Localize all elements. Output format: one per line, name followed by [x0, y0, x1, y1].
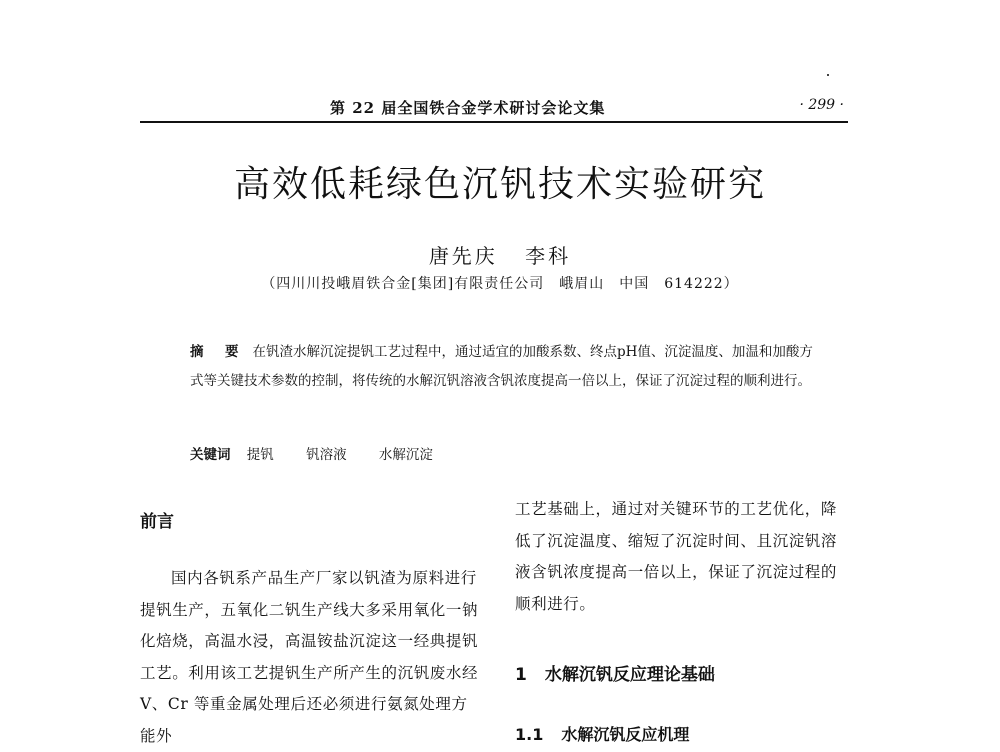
- header-rule: [140, 121, 848, 123]
- page-number: · 299 ·: [799, 97, 844, 113]
- keyword-item: 钒溶液: [306, 447, 347, 463]
- abstract: [190, 338, 815, 396]
- subsection-title: 水解沉钒反应机理: [561, 725, 690, 744]
- right-column-paragraph: 工艺基础上，通过对关键环节的工艺优化，降低了沉淀温度、缩短了沉淀时间、且沉淀钒溶液含钒浓度提高一倍以上，保证了沉淀过程的顺利进行。: [515, 500, 838, 613]
- paper-title: 高效低耗绿色沉钒技术实验研究: [233, 164, 766, 205]
- abstract-text: 在钒渣水解沉淀提钒工艺过程中，通过适宜的加酸系数、终点pH值、沉淀温度、加温和加酸方式等关键技术参数的控制，将传统的水解沉钒溶液含钒浓度提高一倍以上，保证了沉淀过程的顺利进行。: [190, 344, 813, 389]
- abstract-label: 摘 要: [190, 344, 243, 360]
- authors: 唐先庆 李科: [428, 244, 572, 268]
- running-title: 第 22 届全国铁合金学术研讨会论文集: [330, 99, 606, 117]
- scan-speck: [827, 74, 829, 76]
- keyword-item: 水解沉淀: [378, 447, 433, 463]
- preface-paragraph: 国内各钒系产品生产厂家以钒渣为原料进行提钒生产，五氧化二钒生产线大多采用氧化一钠化焙烧，高温水浸，高温铵盐沉淀这一经典提钒工艺。利用该工艺提钒生产所产生的沉钒废水经 V、Cr 等重金属处理后还必须进行氨氮处理方能外: [140, 569, 479, 745]
- running-header: [140, 93, 848, 123]
- section-title: 水解沉钒反应理论基础: [544, 665, 715, 685]
- subsection-1-1-heading: [515, 722, 850, 745]
- section-1-heading: [515, 660, 850, 685]
- affiliation: （四川川投峨眉铁合金[集团]有限责任公司 峨眉山 中国 614222）: [261, 276, 739, 292]
- keywords-label: 关键词: [190, 447, 231, 463]
- left-column: [140, 507, 480, 532]
- left-column-body: [140, 563, 480, 752]
- preface-heading: 前言: [140, 512, 174, 532]
- keyword-item: 提钒: [246, 447, 274, 463]
- section-number: 1: [515, 665, 527, 685]
- right-column: [515, 494, 850, 620]
- keywords: [190, 443, 461, 463]
- subsection-number: 1.1: [515, 725, 544, 744]
